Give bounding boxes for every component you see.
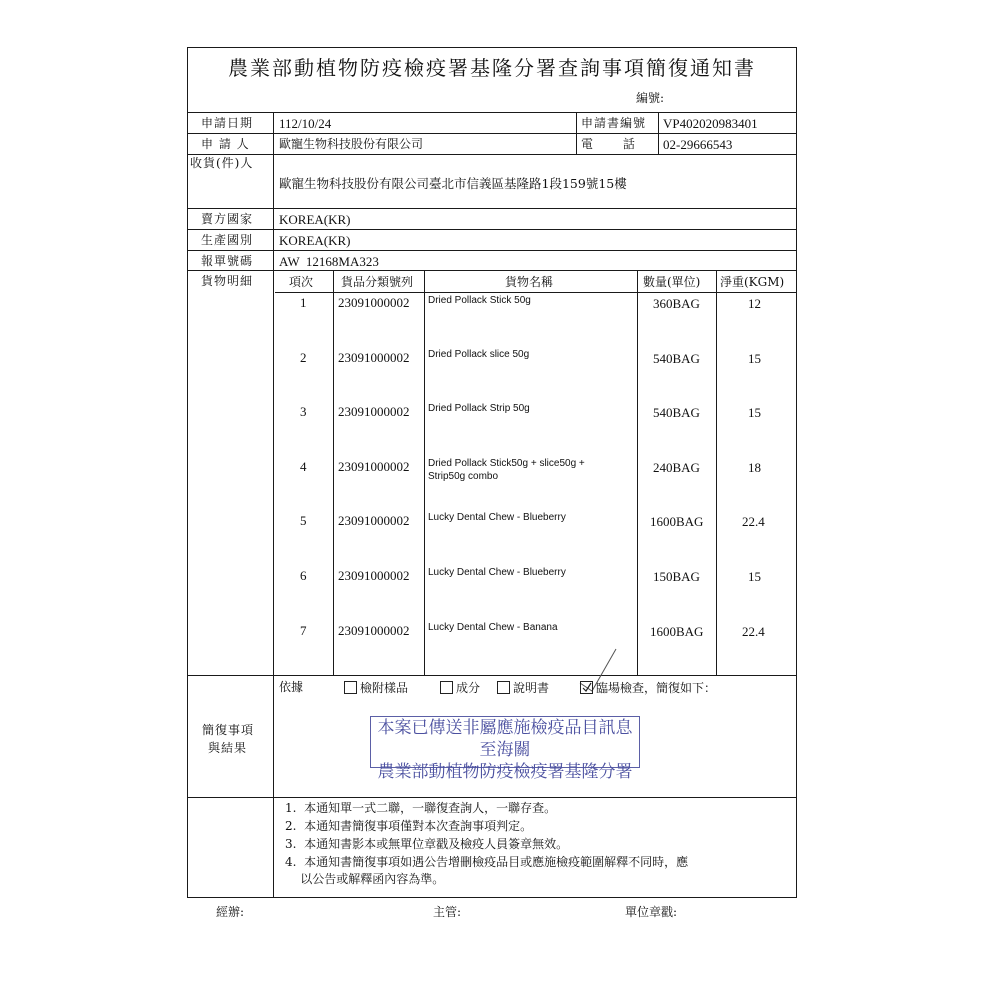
row-no: 6 bbox=[300, 568, 307, 583]
note-4: 4. 本通知書簡復事項如遇公告增刪檢疫品目或應施檢疫範圍解釋不同時，應 bbox=[285, 855, 689, 869]
row-weight: 22.4 bbox=[742, 514, 765, 529]
stamp-line2: 農業部動植物防疫檢疫署基隆分署 bbox=[377, 762, 633, 782]
footer-supervisor: 主管: bbox=[433, 905, 462, 919]
note-2: 2. 本通知書簡復事項僅對本次查詢事項判定。 bbox=[285, 819, 533, 833]
option-manual[interactable] bbox=[497, 681, 549, 694]
origin-label: 生產國別 bbox=[201, 233, 254, 247]
row-code: 23091000002 bbox=[338, 350, 410, 365]
row-name: Dried Pollack slice 50g bbox=[428, 349, 530, 360]
row-name: Dried Pollack Stick50g + slice50g + bbox=[428, 458, 585, 469]
row-name: Lucky Dental Chew - Blueberry bbox=[428, 567, 566, 578]
option-sample[interactable] bbox=[344, 681, 408, 694]
row-code: 23091000002 bbox=[338, 404, 410, 419]
phone-value: 02-29666543 bbox=[663, 137, 733, 152]
row-name: Lucky Dental Chew - Banana bbox=[428, 622, 558, 633]
row-code: 23091000002 bbox=[338, 459, 410, 474]
row-no: 7 bbox=[300, 623, 307, 638]
row-qty: 240BAG bbox=[653, 460, 700, 475]
option-ingredients-label: 成分 bbox=[456, 681, 481, 695]
row-qty: 1600BAG bbox=[650, 514, 704, 529]
option-onsite-label: 臨場檢查，簡復如下： bbox=[596, 681, 717, 695]
apply-date-label: 申請日期 bbox=[201, 116, 254, 130]
row-qty: 360BAG bbox=[653, 296, 700, 311]
col-header-name: 貨物名稱 bbox=[505, 275, 554, 289]
note-4-cont: 以公告或解釋函內容為準。 bbox=[285, 872, 445, 886]
row-code: 23091000002 bbox=[338, 295, 410, 310]
applicant-label: 申 請 人 bbox=[201, 137, 250, 151]
apply-date-value: 112/10/24 bbox=[279, 116, 332, 131]
row-no: 3 bbox=[300, 404, 307, 419]
col-header-code: 貨品分類號列 bbox=[341, 275, 414, 289]
declaration-value: AW 12168MA323 bbox=[279, 254, 379, 269]
declaration-label: 報單號碼 bbox=[201, 254, 254, 268]
col-header-no: 項次 bbox=[289, 275, 314, 289]
checkbox-sample[interactable] bbox=[344, 681, 357, 694]
frame-top bbox=[187, 47, 797, 48]
goods-label: 貨物明細 bbox=[201, 274, 254, 288]
col-header-weight: 淨重(KGM) bbox=[720, 275, 785, 289]
row-weight: 15 bbox=[748, 405, 761, 420]
checkbox-onsite[interactable] bbox=[580, 681, 593, 694]
option-manual-label: 說明書 bbox=[513, 681, 550, 695]
row-name: Dried Pollack Strip 50g bbox=[428, 403, 530, 414]
option-sample-label: 檢附樣品 bbox=[360, 681, 409, 695]
frame-left bbox=[187, 47, 188, 898]
frame-bottom bbox=[187, 897, 797, 898]
result-label-line2: 與結果 bbox=[208, 741, 248, 755]
row-no: 1 bbox=[300, 295, 307, 310]
basis-label: 依據 bbox=[279, 680, 304, 694]
result-label-line1: 簡復事項 bbox=[202, 723, 255, 737]
row-qty: 540BAG bbox=[653, 351, 700, 366]
checkbox-ingredients[interactable] bbox=[440, 681, 453, 694]
phone-label: 電 話 bbox=[581, 137, 636, 151]
frame-right bbox=[796, 47, 797, 898]
row-no: 2 bbox=[300, 350, 307, 365]
applicant-value: 歐寵生物科技股份有限公司 bbox=[279, 137, 424, 151]
col-header-qty: 數量(單位) bbox=[643, 275, 701, 289]
row-qty: 1600BAG bbox=[650, 624, 704, 639]
document-title: 農業部動植物防疫檢疫署基隆分署查詢事項簡復通知書 bbox=[228, 56, 756, 80]
row-no: 5 bbox=[300, 513, 307, 528]
option-onsite[interactable] bbox=[580, 681, 716, 694]
origin-value: KOREA(KR) bbox=[279, 233, 351, 248]
consignee-value: 歐寵生物科技股份有限公司臺北市信義區基隆路1段159號15樓 bbox=[279, 176, 627, 191]
seller-country-label: 賣方國家 bbox=[201, 212, 254, 226]
row-weight: 15 bbox=[748, 351, 761, 366]
quarantine-stamp bbox=[370, 716, 640, 782]
footer-handler: 經辦: bbox=[216, 905, 245, 919]
app-no-label: 申請書編號 bbox=[581, 116, 647, 130]
checkbox-manual[interactable] bbox=[497, 681, 510, 694]
row-code: 23091000002 bbox=[338, 513, 410, 528]
consignee-label: 收貨(件)人 bbox=[190, 156, 254, 170]
row-name: Lucky Dental Chew - Blueberry bbox=[428, 512, 566, 523]
seller-country-value: KOREA(KR) bbox=[279, 212, 351, 227]
row-qty: 150BAG bbox=[653, 569, 700, 584]
row-weight: 12 bbox=[748, 296, 761, 311]
row-weight: 18 bbox=[748, 460, 761, 475]
row-name: Dried Pollack Stick 50g bbox=[428, 295, 531, 306]
footer-unit-seal: 單位章戳: bbox=[625, 905, 678, 919]
note-1: 1. 本通知單一式二聯，一聯復查詢人，一聯存查。 bbox=[285, 801, 557, 815]
option-ingredients[interactable] bbox=[440, 681, 480, 694]
note-3: 3. 本通知書影本或無單位章戳及檢疫人員簽章無效。 bbox=[285, 837, 569, 851]
row-no: 4 bbox=[300, 459, 307, 474]
stamp-line1: 本案已傳送非屬應施檢疫品目訊息至海關 bbox=[377, 718, 633, 760]
row-code: 23091000002 bbox=[338, 568, 410, 583]
row-weight: 22.4 bbox=[742, 624, 765, 639]
row-code: 23091000002 bbox=[338, 623, 410, 638]
row-name-cont: Strip50g combo bbox=[428, 471, 499, 482]
row-qty: 540BAG bbox=[653, 405, 700, 420]
row-weight: 15 bbox=[748, 569, 761, 584]
serial-label: 編號: bbox=[636, 91, 665, 105]
check-icon bbox=[581, 682, 592, 693]
app-no-value: VP402020983401 bbox=[663, 116, 758, 131]
